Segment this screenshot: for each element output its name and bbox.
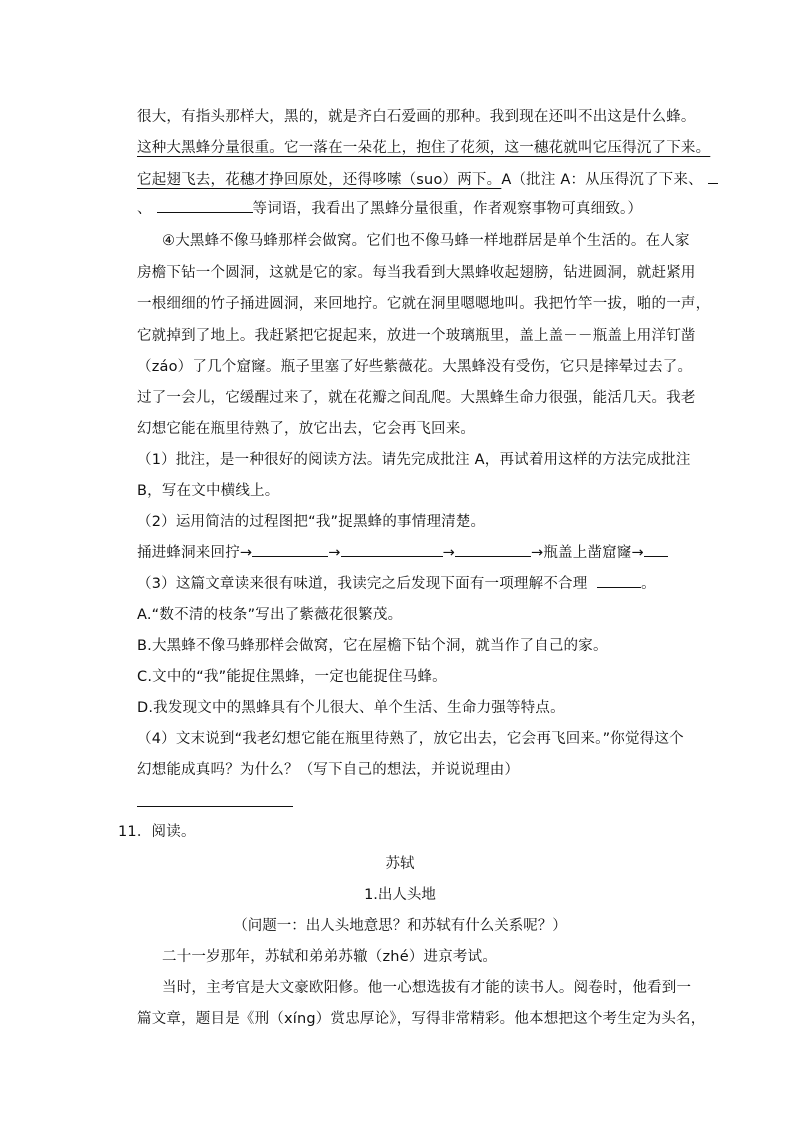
section-heading: 1.出人头地 <box>364 887 436 903</box>
question-3-prompt: （3）这篇文章读来很有味道，我读完之后发现下面有一项理解不合理 <box>137 576 588 592</box>
question-1-line: （1）批注，是一种很好的阅读方法。请先完成批注 A，再试着用这样的方法完成批注 <box>137 452 691 468</box>
passage-underlined-text: 它起翅飞去，花穗才挣回原处，还得哆嗦（suo）两下。 <box>137 172 502 188</box>
option-c: C.文中的“我”能捉住黑蜂，一定也能捉住马蜂。 <box>137 669 447 685</box>
article-paragraph-line: 当时，主考官是大文豪欧阳修。他一心想选拔有才能的读书人。阅卷时，他看到一 <box>162 980 692 996</box>
question-4-answer-line[interactable] <box>137 806 293 807</box>
paragraph-4-line: 它就掉到了地上。我赶紧把它捉起来，放进一个玻璃瓶里，盖上盖－－瓶盖上用洋钉凿 <box>137 328 696 344</box>
passage-line: 很大，有指头那样大，黑的，就是齐白石爱画的那种。我到现在还叫不出这是什么蜂。 <box>137 109 696 125</box>
annotation-a-blank-2[interactable] <box>157 197 253 213</box>
process-flow <box>137 541 668 564</box>
question-1-line: B，写在文中横线上。 <box>137 483 280 499</box>
paragraph-4-line: ④大黑蜂不像马蜂那样会做窝。它们也不像马蜂一样地群居是单个生活的。在人家 <box>162 233 690 249</box>
flow-blank-3[interactable] <box>455 541 531 557</box>
passage-annotation-line <box>137 168 718 191</box>
flow-step-mid: 瓶盖上凿窟窿 <box>543 545 632 561</box>
question-4-line: 幻想能成真吗？为什么？（写下自己的想法，并说说理由） <box>137 762 520 778</box>
passage-annotation-line-2 <box>137 197 642 220</box>
flow-step-start: 捅进蜂洞来回拧 <box>137 545 240 561</box>
option-d: D.我发现文中的黑蜂具有个儿很大、单个生活、生命力强等特点。 <box>137 700 565 716</box>
passage-underlined-line: 这种大黑蜂分量很重。它一落在一朵花上，抱住了花须，这一穗花就叫它压得沉了下来。 <box>137 140 711 156</box>
question-4-line: （4）文末说到“我老幻想它能在瓶里待熟了，放它出去，它会再飞回来。”你觉得这个 <box>137 731 684 747</box>
annotation-a-blank-1[interactable] <box>708 168 718 184</box>
option-b: B.大黑蜂不像马蜂那样会做窝，它在屋檐下钻个洞，就当作了自己的家。 <box>137 638 608 654</box>
paragraph-4-line: （záo）了几个窟窿。瓶子里塞了好些紫薇花。大黑蜂没有受伤，它只是摔晕过去了。 <box>137 359 693 375</box>
flow-blank-4[interactable] <box>644 541 668 557</box>
paragraph-4-line: 一根细细的竹子捅进圆洞，来回地拧。它就在洞里嗯嗯地叫。我把竹竿一拔，啪的一声， <box>137 296 711 312</box>
arrow-icon: → <box>239 545 253 561</box>
arrow-icon: → <box>530 545 544 561</box>
question-3-end: 。 <box>641 576 656 592</box>
paragraph-4-line: 房檐下钻一个圆洞，这就是它的家。每当我看到大黑蜂收起翅膀，钻进圆洞，就赶紧用 <box>137 265 696 281</box>
separator-text: 、 <box>137 201 152 217</box>
annotation-a-tail: 等词语，我看出了黑蜂分量很重，作者观察事物可真细致。） <box>252 201 643 217</box>
question-3-text <box>137 572 656 595</box>
flow-blank-2[interactable] <box>341 541 443 557</box>
paragraph-4-line: 过了一会儿，它缓醒过来了，就在花瓣之间乱爬。大黑蜂生命力很强，能活几天。我老 <box>137 390 696 406</box>
question-2-text: （2）运用简洁的过程图把“我”捉黑蜂的事情理清楚。 <box>137 514 486 530</box>
question-11-label: 11．阅读。 <box>118 824 196 840</box>
paragraph-4-line: 幻想它能在瓶里待熟了，放它出去，它会再飞回来。 <box>137 421 476 437</box>
flow-blank-1[interactable] <box>252 541 328 557</box>
annotation-a-text: A（批注 A：从压得沉了下来、 <box>501 172 703 188</box>
arrow-icon: → <box>631 545 644 561</box>
article-paragraph-line: 篇文章，题目是《刑（xíng）赏忠厚论》，写得非常精彩。他本想把这个考生定为头名， <box>137 1011 706 1027</box>
article-paragraph-line: 二十一岁那年，苏轼和弟弟苏辙（zhé）进京考试。 <box>162 949 498 965</box>
question-3-answer-blank[interactable] <box>597 572 641 588</box>
option-a: A.“数不清的枝条”写出了紫薇花很繁茂。 <box>137 607 403 623</box>
section-question: （问题一：出人头地意思？和苏轼有什么关系呢？） <box>233 918 567 934</box>
arrow-icon: → <box>442 545 455 561</box>
arrow-icon: → <box>328 545 341 561</box>
article-title: 苏轼 <box>385 856 415 872</box>
